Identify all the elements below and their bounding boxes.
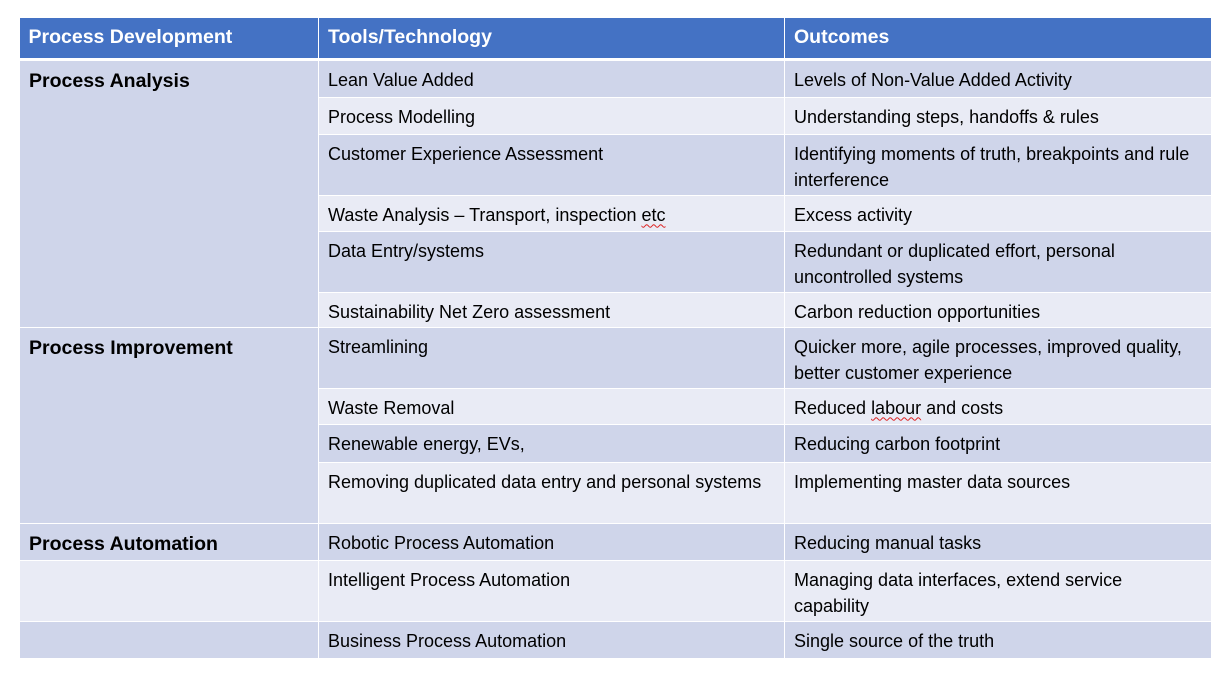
section-label-process-analysis: Process Analysis (20, 59, 319, 327)
tool-cell: Waste Removal (319, 388, 785, 424)
table-row (20, 621, 1212, 658)
outcome-cell: Managing data interfaces, extend service capability (785, 560, 1212, 621)
tool-cell: Streamlining (319, 327, 785, 388)
outcome-cell: Excess activity (785, 195, 1212, 231)
outcome-cell: Quicker more, agile processes, improved quality, better customer experience (785, 327, 1212, 388)
outcome-text: and costs (921, 397, 1004, 418)
spellcheck-flagged-word: etc (641, 204, 666, 225)
process-table (19, 18, 1212, 659)
tool-cell: Robotic Process Automation (319, 523, 785, 560)
outcome-cell: Implementing master data sources (785, 462, 1212, 523)
outcome-cell: Single source of the truth (785, 621, 1212, 658)
table-row (20, 523, 1212, 560)
tool-cell: Removing duplicated data entry and personal systems (319, 462, 785, 523)
tool-text: Waste Analysis – Transport, inspection (328, 204, 642, 225)
outcome-cell (785, 388, 1212, 424)
header-outcomes: Outcomes (785, 18, 1212, 59)
spellcheck-flagged-word: labour (871, 397, 922, 418)
tool-cell: Sustainability Net Zero assessment (319, 292, 785, 327)
tool-cell: Data Entry/systems (319, 231, 785, 292)
table-header-row (20, 18, 1212, 59)
table-row (20, 59, 1212, 97)
tool-cell: Lean Value Added (319, 59, 785, 97)
outcome-text: Reduced (794, 397, 872, 418)
tool-cell: Process Modelling (319, 97, 785, 134)
table-row (20, 327, 1212, 388)
process-table-container (19, 18, 1211, 659)
outcome-cell: Carbon reduction opportunities (785, 292, 1212, 327)
outcome-cell: Levels of Non-Value Added Activity (785, 59, 1212, 97)
section-label-process-improvement: Process Improvement (20, 327, 319, 523)
tool-cell: Renewable energy, EVs, (319, 424, 785, 462)
section-label-process-automation: Process Automation (20, 523, 319, 560)
header-process-development: Process Development (20, 18, 319, 59)
tool-cell: Business Process Automation (319, 621, 785, 658)
outcome-cell: Understanding steps, handoffs & rules (785, 97, 1212, 134)
tool-cell: Intelligent Process Automation (319, 560, 785, 621)
outcome-cell: Reducing manual tasks (785, 523, 1212, 560)
header-tools-technology: Tools/Technology (319, 18, 785, 59)
tool-cell: Customer Experience Assessment (319, 134, 785, 195)
outcome-cell: Reducing carbon footprint (785, 424, 1212, 462)
outcome-cell: Redundant or duplicated effort, personal uncontrolled systems (785, 231, 1212, 292)
empty-stub-cell (20, 621, 319, 658)
empty-stub-cell (20, 560, 319, 621)
table-row (20, 560, 1212, 621)
tool-cell (319, 195, 785, 231)
outcome-cell: Identifying moments of truth, breakpoints and rule interference (785, 134, 1212, 195)
